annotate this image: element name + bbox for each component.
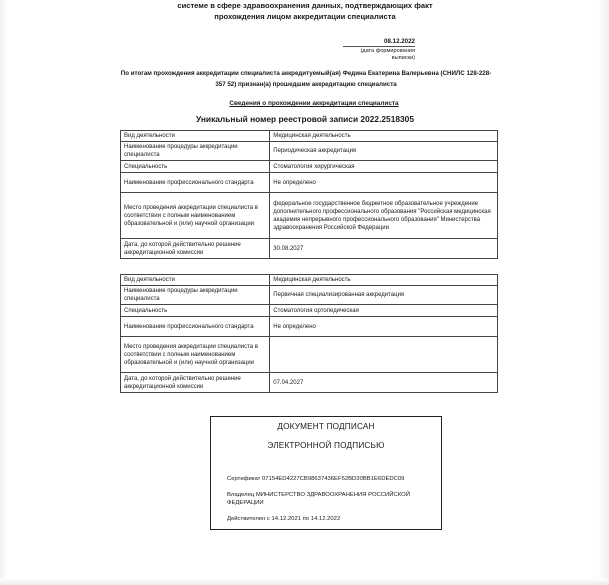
table-row: [121, 337, 498, 373]
extract-date: 08.12.2022: [343, 38, 415, 47]
record-value: Периодическая аккредитация: [270, 142, 498, 161]
signature-owner: Владелец МИНИСТЕРСТВО ЗДРАВООХРАНЕНИЯ РОССИЙСКОЙ ФЕДЕРАЦИИ: [227, 492, 410, 506]
record-key: Дата, до которой действительно решение аккредитационной комиссии: [121, 239, 270, 259]
record-value: Медицинская деятельность: [270, 131, 498, 142]
table-row: [121, 193, 498, 239]
table-row: [121, 173, 498, 193]
record-key: Вид деятельности: [121, 131, 270, 142]
record-value: Первичная специализированная аккредитация: [270, 286, 498, 305]
record-key: Дата, до которой действительно решение аккредитационной комиссии: [121, 373, 270, 393]
record-key: Наименование профессионального стандарта: [121, 173, 270, 193]
record-key: Специальность: [121, 305, 270, 317]
table-row: [121, 142, 498, 161]
record-value: 07.04.2027: [270, 373, 498, 393]
record-value: Медицинская деятельность: [270, 275, 498, 286]
record-key: Наименование процедуры аккредитации специалиста: [121, 142, 270, 161]
record-value: Стоматология ортопедическая: [270, 305, 498, 317]
signature-subtitle: ЭЛЕКТРОННОЙ ПОДПИСЬЮ: [267, 441, 385, 450]
signature-validity: Действителен с 14.12.2021 по 14.12.2022: [227, 516, 341, 522]
record-value: федеральное государственное бюджетное образовательное учреждение дополнительного профессионального образования "Российская медицинская академия непрерывного профессионального образования" Министерства здравоохранения Российской Федерации: [270, 193, 498, 239]
signature-title: ДОКУМЕНТ ПОДПИСАН: [277, 422, 375, 431]
section-title: Сведения о прохождении аккредитации специалиста: [229, 100, 399, 107]
header-line-2: прохождения лицом аккредитации специалиста: [214, 12, 396, 21]
table-row: [121, 317, 498, 337]
header-line-1: системе в сфере здравоохранения данных, подтверждающих факт: [177, 1, 433, 10]
table-row: [121, 373, 498, 393]
table-row: [121, 286, 498, 305]
record-key: Вид деятельности: [121, 275, 270, 286]
table-row: [121, 161, 498, 173]
electronic-signature-stamp: [210, 416, 442, 530]
record-key: Место проведения аккредитации специалиста в соответствии с полным наименованием образовательной и (или) научной организации: [121, 193, 270, 239]
record-value: [270, 337, 498, 373]
accreditation-record-1: [120, 130, 498, 259]
accreditation-record-2: [120, 274, 498, 393]
signature-certificate: Сертификат 07154ED4227CB98637436EF52BD30BB1E6DEDC09: [227, 476, 405, 482]
record-key: Специальность: [121, 161, 270, 173]
record-value: 30.08.2027: [270, 239, 498, 259]
record-key: Наименование профессионального стандарта: [121, 317, 270, 337]
extract-date-caption: (дата формирования выписки): [360, 48, 415, 61]
record-value: Стоматология хирургическая: [270, 161, 498, 173]
record-key: Место проведения аккредитации специалиста в соответствии с полным наименованием образовательной и (или) научной организации: [121, 337, 270, 373]
page-edge-shadow: [0, 578, 609, 585]
record-value: Не определено: [270, 317, 498, 337]
record-value: Не определено: [270, 173, 498, 193]
table-row: [121, 131, 498, 142]
unique-record-number: Уникальный номер реестровой записи 2022.2518305: [195, 114, 414, 124]
table-row: [121, 275, 498, 286]
table-row: [121, 239, 498, 259]
table-row: [121, 305, 498, 317]
record-key: Наименование процедуры аккредитации специалиста: [121, 286, 270, 305]
intro-text: По итогам прохождения аккредитации специалиста аккредитуемый(ая) Федина Екатерина Валерьевна (СНИЛС 128-228-357 52) признан(а) прошедшим аккредитацию специалиста: [120, 70, 492, 88]
